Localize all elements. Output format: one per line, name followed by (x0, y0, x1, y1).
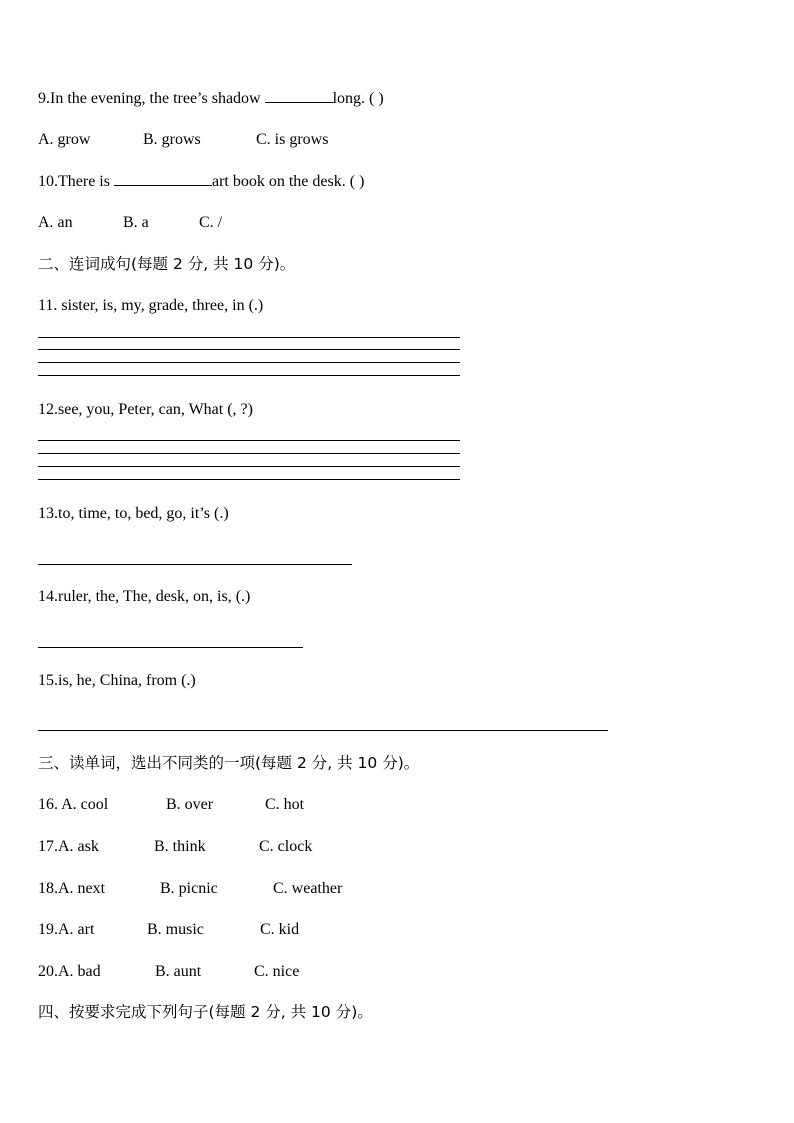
option-label: A. art (58, 921, 95, 938)
writing-line[interactable] (38, 479, 460, 480)
option-a[interactable] (38, 837, 154, 857)
question-18 (38, 879, 342, 899)
question-9-options (38, 130, 328, 150)
question-text: long. ( ) (332, 90, 384, 107)
option-b[interactable]: B. grows (143, 131, 201, 148)
option-label: A. ask (58, 838, 99, 855)
option-label: A. next (58, 880, 106, 897)
writing-line[interactable] (38, 466, 460, 467)
question-number: 16. (38, 796, 62, 813)
question-text: 9.In the evening, the tree’s shadow (38, 90, 265, 107)
question-14: 14.ruler, the, The, desk, on, is, (.) (38, 588, 251, 605)
question-10-options (38, 213, 222, 233)
question-11: 11. sister, is, my, grade, three, in (.) (38, 297, 264, 314)
writing-line[interactable] (38, 730, 608, 731)
option-label: A. cool (61, 796, 109, 813)
question-9 (38, 88, 384, 109)
question-text: 10.There is (38, 173, 114, 190)
section-heading-2: 二、连词成句(每题 2 分, 共 10 分)。 (38, 255, 296, 273)
question-13: 13.to, time, to, bed, go, it’s (.) (38, 505, 229, 522)
option-a[interactable] (38, 920, 147, 940)
option-b[interactable]: B. picnic (160, 880, 218, 897)
writing-line[interactable] (38, 349, 460, 350)
option-label: A. bad (58, 963, 101, 980)
option-b[interactable]: B. think (154, 838, 206, 855)
question-number: 19. (38, 921, 58, 938)
question-number: 20. (38, 963, 58, 980)
question-12: 12.see, you, Peter, can, What (, ?) (38, 401, 253, 418)
option-a[interactable] (38, 795, 166, 815)
option-c[interactable]: C. nice (254, 963, 300, 980)
option-c[interactable]: C. / (199, 214, 223, 231)
option-c[interactable]: C. hot (265, 796, 305, 813)
section-heading-4: 四、按要求完成下列句子(每题 2 分, 共 10 分)。 (38, 1003, 373, 1021)
option-a[interactable]: A. grow (38, 131, 91, 148)
option-c[interactable]: C. kid (260, 921, 300, 938)
answer-blank[interactable] (265, 88, 333, 103)
option-a[interactable] (38, 962, 155, 982)
question-16 (38, 795, 304, 815)
question-17 (38, 837, 312, 857)
question-10 (38, 171, 364, 192)
question-number: 17. (38, 838, 58, 855)
question-number: 18. (38, 880, 58, 897)
question-19 (38, 920, 299, 940)
writing-line[interactable] (38, 337, 460, 338)
option-c[interactable]: C. weather (273, 880, 343, 897)
answer-blank[interactable] (114, 171, 212, 186)
option-c[interactable]: C. clock (259, 838, 313, 855)
question-text: art book on the desk. ( ) (211, 173, 365, 190)
option-b[interactable]: B. over (166, 796, 214, 813)
writing-line[interactable] (38, 647, 303, 648)
option-b[interactable]: B. aunt (155, 963, 202, 980)
option-c[interactable]: C. is grows (256, 131, 329, 148)
section-heading-3: 三、读单词，选出不同类的一项(每题 2 分, 共 10 分)。 (38, 754, 420, 772)
option-b[interactable]: B. a (123, 214, 149, 231)
option-b[interactable]: B. music (147, 921, 204, 938)
question-20 (38, 962, 299, 982)
writing-line[interactable] (38, 362, 460, 363)
question-15: 15.is, he, China, from (.) (38, 672, 196, 689)
option-a[interactable]: A. an (38, 214, 73, 231)
writing-line[interactable] (38, 564, 352, 565)
writing-line[interactable] (38, 453, 460, 454)
writing-line[interactable] (38, 375, 460, 376)
writing-line[interactable] (38, 440, 460, 441)
option-a[interactable] (38, 879, 160, 899)
